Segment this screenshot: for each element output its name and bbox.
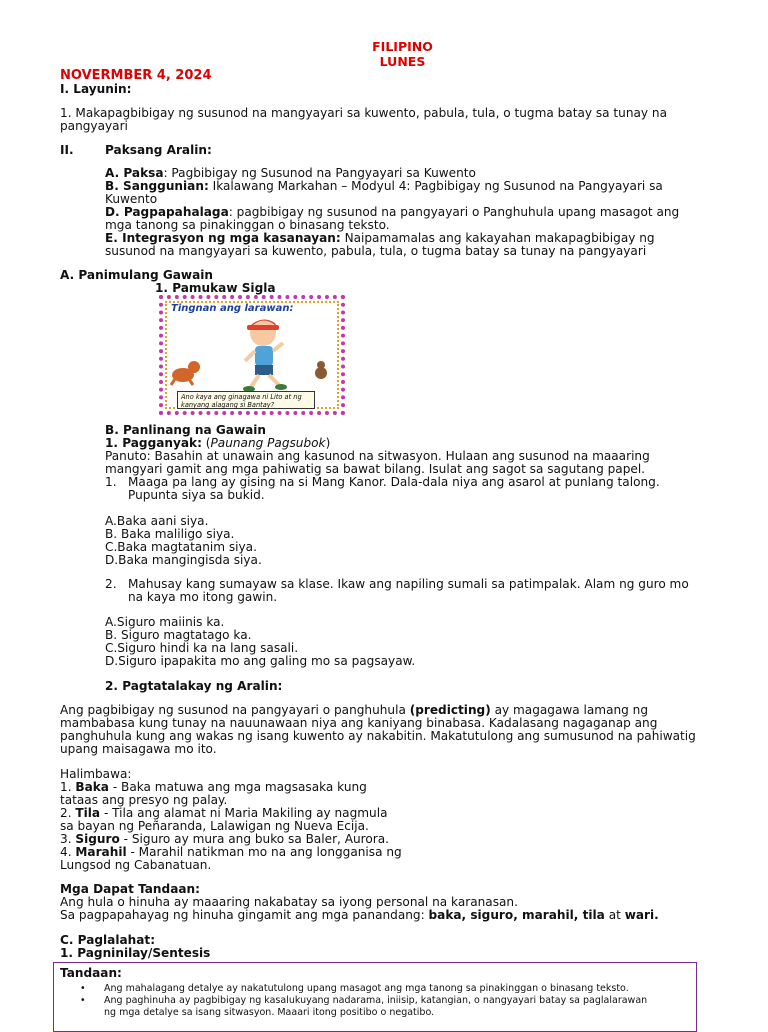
q2-line1: Mahusay kang sumayaw sa klase. Ikaw ang napiling sumali sa patimpalak. Alam ng guro mo [128,577,689,591]
panuto-line1: Panuto: Basahin at unawain ang kasunod na sitwasyon. Hulaan ang susunod na maaaring [105,449,650,463]
dapat-line2-a: Sa pagpapahayag ng hinuha gingamit ang mga panandang: [60,908,429,922]
tandaan-bullet-1: Ang mahalagang detalye ay nakatutulong upang masagot ang mga tanong sa pinakinggan o binasang teksto. [104,983,629,994]
paksa-label: A. Paksa [105,166,164,180]
layunin-item-line2: pangyayari [60,119,128,133]
sanggunian-text: Ikalawang Markahan – Modyul 4: Pagbibigay ng Susunod na Pangyayari sa [208,179,663,193]
pagganyak-close: ) [325,436,331,450]
q2-choice-d: D.Siguro ipapakita mo ang galing mo sa pagsayaw. [105,654,416,668]
pagpapahalaga-text: : pagbibigay ng susunod na pangyayari o Panghuhula upang masagot ang [228,205,680,219]
example-1-line2: tataas ang presyo ng palay. [60,793,228,807]
pagganyak-italic: Paunang Pagsubok [210,436,326,450]
layunin-heading: I. Layunin: [60,82,132,96]
paglalahat-heading: C. Paglalahat: [60,933,156,947]
layunin-item-line1: 1. Makapagbibigay ng susunod na mangyayari sa kuwento, pabula, tula, o tugma batay sa tunay na [60,106,667,120]
example-2-line2: sa bayan ng Peñaranda, Lalawigan ng Nueva Ecija. [60,819,369,833]
subject-title: FILIPINO [372,39,433,54]
dapat-line1: Ang hula o hinuha ay maaaring nakabatay sa iyong personal na karanasan. [60,895,518,909]
paksang-heading: Paksang Aralin: [105,143,212,157]
q2-choice-b: B. Siguro magtatago ka. [105,628,252,642]
example-4-line2: Lungsod ng Cabanatuan. [60,858,212,872]
lesson-date: NOVERMBER 4, 2024 [60,68,212,83]
bullet-dot-2: • [80,995,86,1006]
q1-choice-a: A.Baka aani siya. [105,514,209,528]
tandaan-box [53,962,697,1032]
sanggunian-label: B. Sanggunian: [105,179,209,193]
example-1-num: 1. [60,780,76,794]
pagtatalakay-heading: 2. Pagtatalakay ng Aralin: [105,679,283,693]
q1-number: 1. [105,475,117,489]
q2-choice-c: C.Siguro hindi ka na lang sasali. [105,641,299,655]
dapat-line2-at: at [604,908,625,922]
dapat-line2 [60,909,659,922]
bullet-dot-1: • [80,983,86,994]
panlinang-heading: B. Panlinang na Gawain [105,423,267,437]
panuto-line2: mangyari gamit ang mga pahiwatig sa bawat bilang. Isulat ang sagot sa sagutang papel. [105,462,646,476]
sanggunian-line2: Kuwento [105,192,158,206]
paksang-number: II. [60,143,74,157]
example-2-text: - Tila ang alamat ni Maria Makiling ay nagmula [100,806,388,820]
tandaan-bullet-2-line2: ng mga detalye sa isang sitwasyon. Maaari itong positibo o negatibo. [104,1007,435,1018]
integrasyon-line2: susunod na mangyayari sa kuwento, pabula, tula, o tugma batay sa tunay na pangyayari [105,244,647,258]
q1-choice-c: C.Baka magtatanim siya. [105,540,257,554]
pagninilay-heading: 1. Pagninilay/Sentesis [60,946,211,960]
picture-caption: Ano kaya ang ginagawa ni Lito at ng kanyang alagang si Bantay? [177,391,315,409]
panimulang-heading: A. Panimulang Gawain [60,268,214,282]
q2-number: 2. [105,577,117,591]
q1-line1: Maaga pa lang ay gising na si Mang Kanor. Dala-dala niya ang asarol at punlang talong. [128,475,660,489]
pagtatalakay-p3: panghuhula kung ang wakas ng isang kuwento ay nakabitin. Makatutulong ang sumusunod na pahiwatig [60,729,696,743]
paksa-text: : Pagbibigay ng Susunod na Pangyayari sa Kuwento [163,166,476,180]
tandaan-bullet-2: Ang paghinuha ay pagbibigay ng kasalukuyang nadarama, iniisip, katangian, o nangyayari batay sa paglalarawan [104,995,648,1006]
q1-line2: Pupunta siya sa bukid. [128,488,265,502]
picture-title: Tingnan ang larawan: [171,303,294,314]
example-3-text: - Siguro ay mura ang buko sa Baler, Aurora. [119,832,390,846]
example-1-word: Baka [75,780,109,794]
q2-choice-a: A.Siguro maiinis ka. [105,615,225,629]
pamukaw-sigla-heading: 1. Pamukaw Sigla [155,281,276,295]
pagtatalakay-p1b: (predicting) [409,703,491,717]
day-title: LUNES [379,54,426,69]
q2-line2: na kaya mo itong gawin. [128,590,278,604]
q1-choice-d: D.Baka mangingisda siya. [105,553,262,567]
dapat-tandaan-heading: Mga Dapat Tandaan: [60,882,200,896]
example-3-num: 3. [60,832,76,846]
dapat-line2-markers: baka, siguro, marahil, tila [428,908,605,922]
example-1-text: - Baka matuwa ang mga magsasaka kung [108,780,367,794]
pagganyak-label: 1. Pagganyak: [105,436,202,450]
example-2-num: 2. [60,806,76,820]
pagtatalakay-p4: upang maisagawa mo ito. [60,742,217,756]
pagpapahalaga-label: D. Pagpapahalaga [105,205,229,219]
example-2-word: Tila [75,806,101,820]
example-4-word: Marahil [75,845,127,859]
example-3-word: Siguro [75,832,120,846]
sanggunian-line [105,180,663,193]
integrasyon-label: E. Integrasyon ng mga kasanayan: [105,231,341,245]
example-4-text: - Marahil natikman mo na ang longganisa ng [126,845,402,859]
example-4-num: 4. [60,845,76,859]
halimbawa-label: Halimbawa: [60,767,132,781]
pagtatalakay-p2: mambabasa kung tunay na nauunawaan niya ang kaniyang binabasa. Kadalasang nagaganap ang [60,716,658,730]
pagtatalakay-p1a: Ang pagbibigay ng susunod na pangyayari o panghuhula [60,703,410,717]
tandaan-title: Tandaan: [60,966,122,980]
pamukaw-picture [159,295,345,415]
dapat-line2-wari: wari. [624,908,659,922]
integrasyon-text: Naipamamalas ang kakayahan makapagbibigay ng [340,231,655,245]
q1-choice-b: B. Baka maliligo siya. [105,527,235,541]
pagtatalakay-p1c: ay magagawa lamang ng [490,703,649,717]
pagpapahalaga-line2: mga tanong sa pinakinggan o binasang teksto. [105,218,390,232]
pagganyak-open: ( [201,436,211,450]
